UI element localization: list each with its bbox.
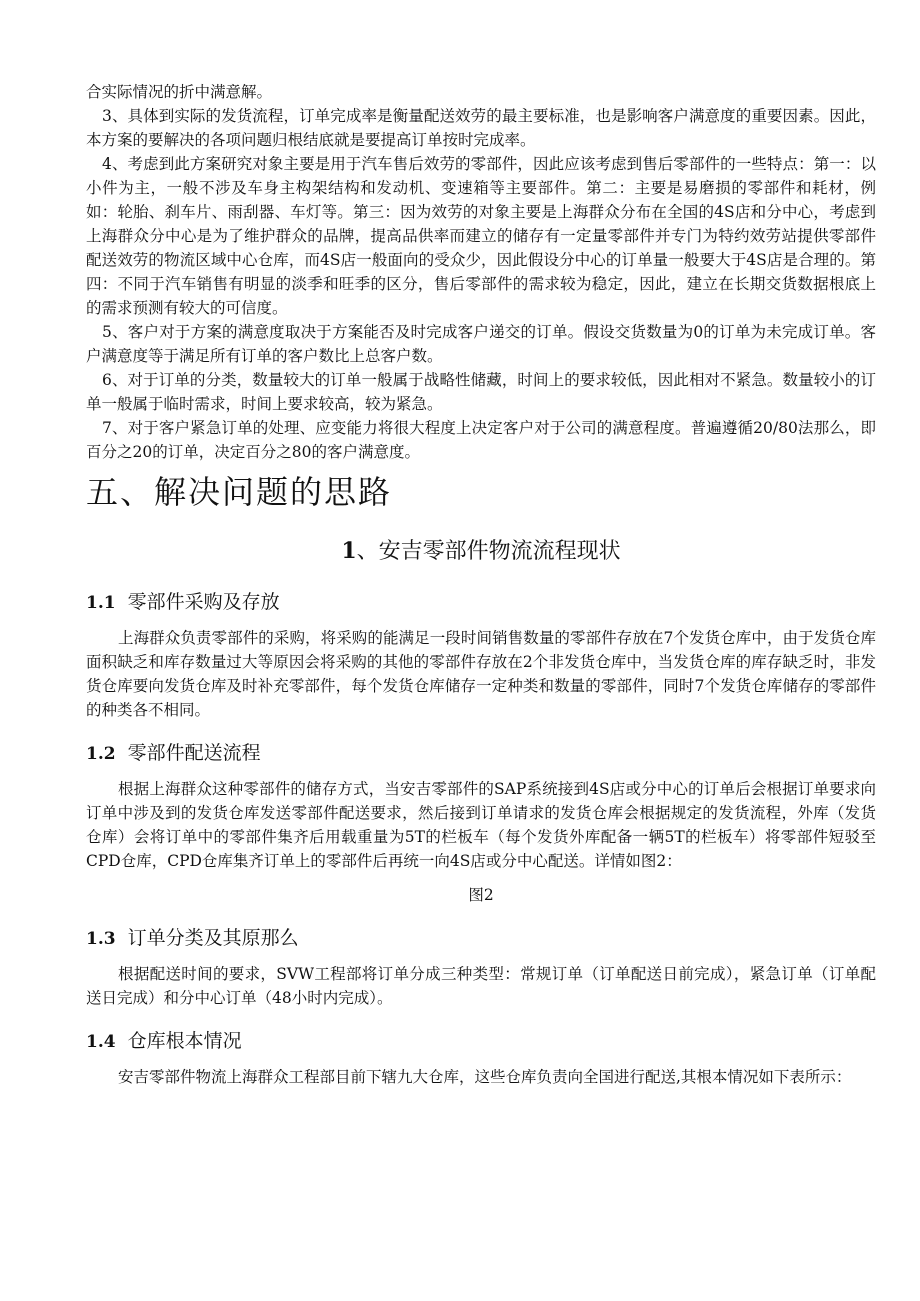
section-title-text: 、安吉零部件物流流程现状 (356, 539, 621, 564)
paragraph-item-5: 5、客户对于方案的满意度取决于方案能否及时完成客户递交的订单。假设交货数量为0的订单为未完成订单。客户满意度等于满足所有订单的客户数比上总客户数。 (86, 323, 876, 365)
subsection-title: 零部件配送流程 (127, 742, 261, 764)
paragraph-item-4: 4、考虑到此方案研究对象主要是用于汽车售后效劳的零部件，因此应该考虑到售后零部件的一些特点：第一：以小件为主，一般不涉及车身主构架结构和发动机、变速箱等主要部件。第二：主要是易磨损的零部件和耗材，例如：轮胎、刹车片、雨刮器、车灯等。第三：因为效劳的对象主要是上海群众分布在全国的4S店和分中心，考虑到上海群众分中心是为了维护群众的品牌，提高品供率而建立的储存有一定量零部件并专门为特约效劳站提供零部件配送效劳的物流区域中心仓库，而4S店一般面向的受众少，因此假设分中心的订单量一般要大于4S店是合理的。第四：不同于汽车销售有明显的淡季和旺季的区分，售后零部件的需求较为稳定，因此，建立在长期交货数据根底上的需求预测有较大的可信度。 (86, 155, 876, 317)
subsection-body-1-4: 安吉零部件物流上海群众工程部目前下辖九大仓库，这些仓库负责向全国进行配送,其根本情况如下表所示： (118, 1068, 852, 1086)
paragraph-item-7: 7、对于客户紧急订单的处理、应变能力将很大程度上决定客户对于公司的满意程度。普遍遵循20/80法那么，即百分之20的订单，决定百分之80的客户满意度。 (86, 419, 876, 461)
figure-caption: 图2 (468, 886, 494, 904)
subsection-number: 1.1 (86, 593, 116, 613)
subsection-heading-1-1 (86, 589, 876, 616)
document-page (86, 80, 876, 1089)
paragraph-continuation: 合实际情况的折中满意解。 (86, 83, 273, 101)
section-title (86, 536, 876, 567)
subsection-number: 1.3 (86, 929, 116, 949)
subsection-number: 1.2 (86, 744, 116, 764)
paragraph-item-3: 3、具体到实际的发货流程，订单完成率是衡量配送效劳的最主要标准，也是影响客户满意度的重要因素。因此，本方案的要解决的各项问题归根结底就是要提高订单按时完成率。 (86, 107, 876, 149)
subsection-heading-1-4 (86, 1028, 876, 1055)
paragraph-item-6: 6、对于订单的分类，数量较大的订单一般属于战略性储藏，时间上的要求较低，因此相对不紧急。数量较小的订单一般属于临时需求，时间上要求较高，较为紧急。 (86, 371, 876, 413)
subsection-body-1-2: 根据上海群众这种零部件的储存方式，当安吉零部件的SAP系统接到4S店或分中心的订单后会根据订单要求向订单中涉及到的发货仓库发送零部件配送要求，然后接到订单请求的发货仓库会根据规定的发货流程，外库（发货仓库）会将订单中的零部件集齐后用载重量为5T的栏板车（每个发货外库配备一辆5T的栏板车）将零部件短驳至CPD仓库，CPD仓库集齐订单上的零部件后再统一向4S店或分中心配送。详情如图2： (86, 780, 876, 870)
subsection-body-1-3: 根据配送时间的要求，SVW工程部将订单分成三种类型：常规订单（订单配送日前完成），紧急订单（订单配送日完成）和分中心订单（48小时内完成）。 (86, 965, 876, 1007)
subsection-title: 订单分类及其原那么 (127, 927, 299, 949)
subsection-number: 1.4 (86, 1032, 116, 1052)
subsection-body-1-1: 上海群众负责零部件的采购，将采购的能满足一段时间销售数量的零部件存放在7个发货仓库中，由于发货仓库面积缺乏和库存数量过大等原因会将采购的其他的零部件存放在2个非发货仓库中，当发货仓库的库存缺乏时，非发货仓库要向发货仓库及时补充零部件，每个发货仓库储存一定种类和数量的零部件，同时7个发货仓库储存的零部件的种类各不相同。 (86, 629, 876, 719)
section-number: 1 (341, 538, 357, 564)
subsection-title: 仓库根本情况 (127, 1030, 242, 1052)
subsection-title: 零部件采购及存放 (127, 591, 280, 613)
subsection-heading-1-3 (86, 925, 876, 952)
chapter-title: 五、解决问题的思路 (86, 473, 393, 511)
subsection-heading-1-2 (86, 740, 876, 767)
